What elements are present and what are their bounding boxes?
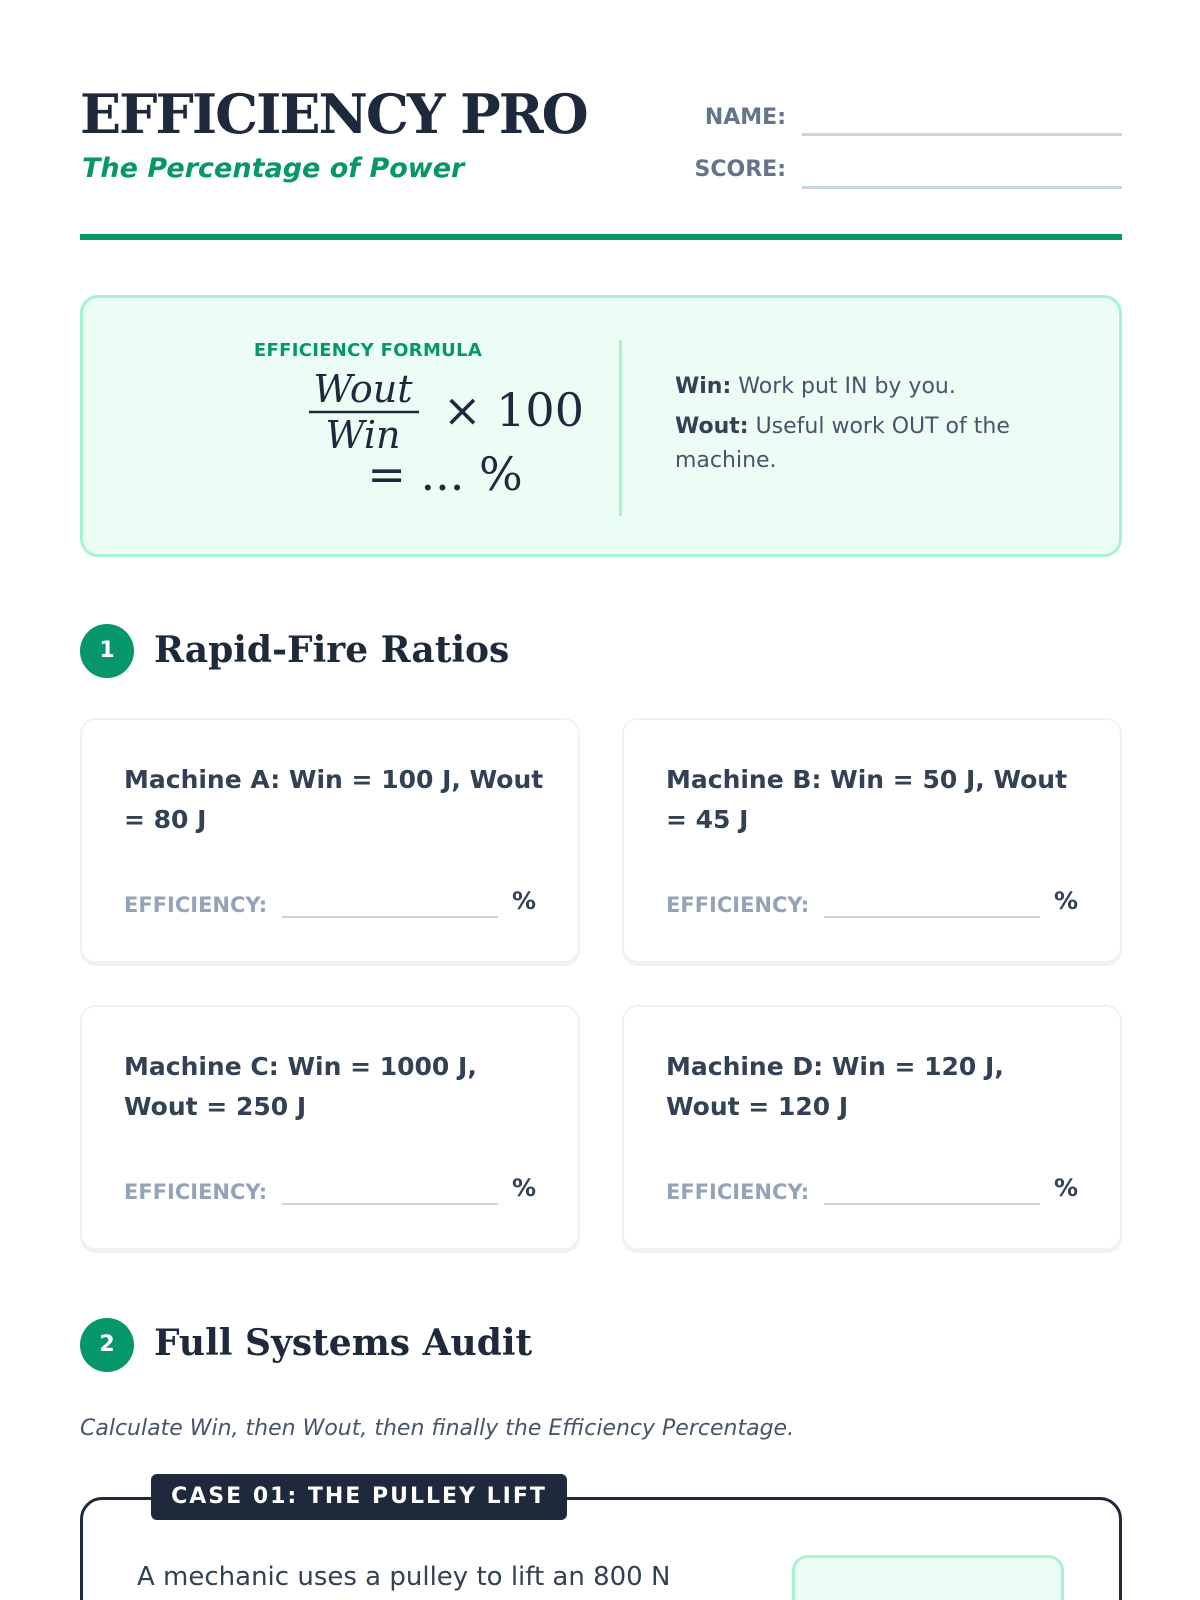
legend-wout-desc: Useful work OUT of the machine. <box>675 414 1010 473</box>
efficiency-formula <box>213 370 613 500</box>
machine-card-d <box>622 1005 1122 1250</box>
legend-win-term: Win: <box>675 374 732 399</box>
legend-wout <box>675 410 1075 478</box>
machine-b-question: Machine B: Win = 50 J, Wout = 45 J <box>666 765 1068 834</box>
score-label: SCORE: <box>694 157 786 182</box>
machine-a-answer-field[interactable] <box>282 916 498 918</box>
formula-divider <box>619 340 622 516</box>
machine-card-b <box>622 718 1122 963</box>
machine-d-question: Machine D: Win = 120 J, Wout = 120 J <box>666 1052 1004 1121</box>
efficiency-label: EFFICIENCY: <box>666 893 810 917</box>
efficiency-label: EFFICIENCY: <box>124 893 268 917</box>
machine-a-question: Machine A: Win = 100 J, Wout = 80 J <box>124 765 544 834</box>
case-01-text: A mechanic uses a pulley to lift an 800 N <box>137 1562 671 1592</box>
header-divider <box>80 234 1122 240</box>
legend-win <box>675 370 1075 404</box>
formula-heading: EFFICIENCY FORMULA <box>253 340 483 361</box>
percent-sign: % <box>512 887 537 915</box>
worksheet-title: EFFICIENCY PRO <box>80 82 587 146</box>
section-2-instruction: Calculate Win, then Wout, then finally the Efficiency Percentage. <box>80 1416 795 1441</box>
formula-numerator: Wout <box>313 370 413 411</box>
legend-win-desc: Work put IN by you. <box>738 374 956 399</box>
machine-card-a <box>80 718 580 963</box>
name-label: NAME: <box>704 105 786 130</box>
machine-d-answer-field[interactable] <box>824 1203 1040 1205</box>
case-01-tag: CASE 01: THE PULLEY LIFT <box>151 1474 567 1520</box>
section-2-title: Full Systems Audit <box>154 1322 533 1364</box>
machine-c-answer-field[interactable] <box>282 1203 498 1205</box>
machine-card-c <box>80 1005 580 1250</box>
percent-sign: % <box>1054 887 1079 915</box>
section-1-title: Rapid-Fire Ratios <box>154 629 510 671</box>
efficiency-label: EFFICIENCY: <box>124 1180 268 1204</box>
legend-wout-term: Wout: <box>675 414 749 439</box>
percent-sign: % <box>1054 1174 1079 1202</box>
section-1-badge: 1 <box>80 624 134 678</box>
score-field[interactable] <box>802 186 1122 189</box>
section-2-badge: 2 <box>80 1318 134 1372</box>
percent-sign: % <box>512 1174 537 1202</box>
formula-multiplier: × 100 <box>443 383 584 437</box>
formula-result: = ... % <box>367 447 523 500</box>
efficiency-label: EFFICIENCY: <box>666 1180 810 1204</box>
machine-b-answer-field[interactable] <box>824 916 1040 918</box>
name-field[interactable] <box>802 133 1122 136</box>
formula-denominator: Win <box>325 413 401 457</box>
machine-c-question: Machine C: Win = 1000 J, Wout = 250 J <box>124 1052 477 1121</box>
worksheet-subtitle: The Percentage of Power <box>82 153 465 184</box>
formula-box <box>80 295 1122 557</box>
case-01-answer-box[interactable] <box>792 1555 1064 1600</box>
